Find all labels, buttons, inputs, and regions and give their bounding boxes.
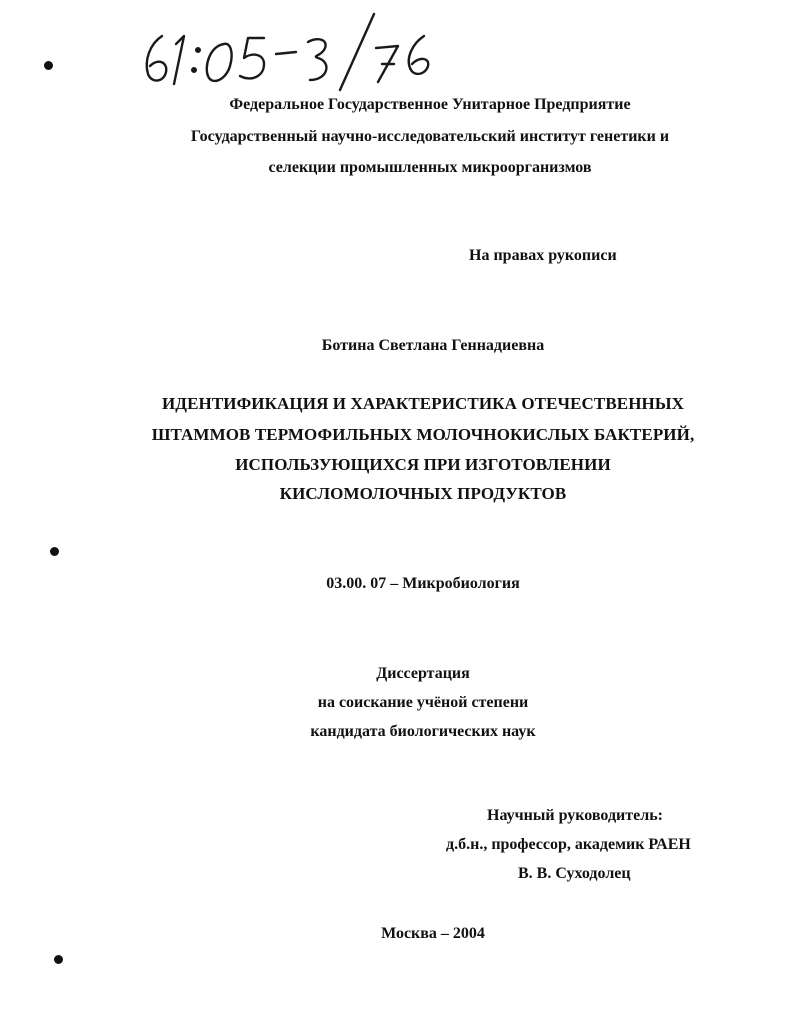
handwritten-code-drawing bbox=[140, 8, 450, 92]
title-line-3: ИСПОЛЬЗУЮЩИХСЯ ПРИ ИЗГОТОВЛЕНИИ bbox=[235, 455, 611, 474]
institution-line-3: селекции промышленных микроорганизмов bbox=[268, 159, 592, 176]
punch-hole-middle bbox=[50, 547, 59, 556]
title-line-2: ШТАММОВ ТЕРМОФИЛЬНЫХ МОЛОЧНОКИСЛЫХ БАКТЕРИЙ, bbox=[151, 425, 695, 444]
place-year: Москва – 2004 bbox=[381, 925, 485, 942]
punch-hole-bottom bbox=[54, 955, 63, 964]
handwritten-archive-code bbox=[140, 8, 450, 92]
title-line-4: КИСЛОМОЛОЧНЫХ ПРОДУКТОВ bbox=[279, 484, 567, 503]
supervisor-credentials: д.б.н., профессор, академик РАЕН bbox=[446, 836, 691, 853]
manuscript-note: На правах рукописи bbox=[469, 247, 617, 264]
supervisor-label: Научный руководитель: bbox=[487, 807, 663, 824]
title-line-1: ИДЕНТИФИКАЦИЯ И ХАРАКТЕРИСТИКА ОТЕЧЕСТВЕННЫХ bbox=[161, 394, 685, 413]
institution-line-1: Федеральное Государственное Унитарное Предприятие bbox=[229, 96, 631, 113]
institution-line-2: Государственный научно-исследовательский институт генетики и bbox=[190, 128, 670, 145]
degree-line-2: на соискание учёной степени bbox=[317, 694, 529, 711]
specialty: 03.00. 07 – Микробиология bbox=[326, 575, 520, 592]
supervisor-name: В. В. Суходолец bbox=[518, 865, 631, 882]
punch-hole-top bbox=[44, 61, 53, 70]
author-name: Ботина Светлана Геннадиевна bbox=[321, 337, 545, 354]
degree-line-1: Диссертация bbox=[376, 665, 470, 682]
degree-line-3: кандидата биологических наук bbox=[310, 723, 536, 740]
